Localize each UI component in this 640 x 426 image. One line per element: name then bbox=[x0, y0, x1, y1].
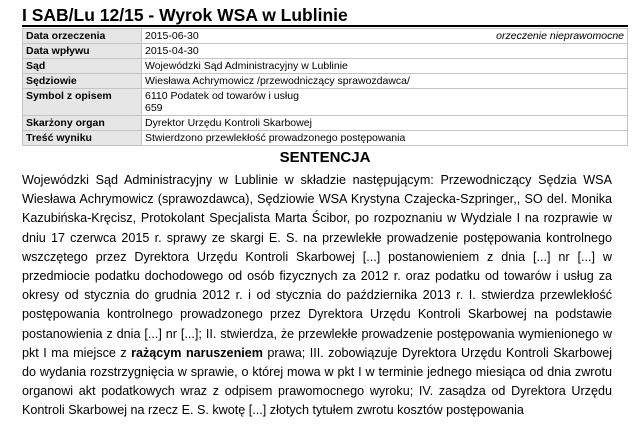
table-row bbox=[23, 89, 628, 116]
value-data-wplywu: 2015-04-30 bbox=[142, 44, 628, 59]
symbol-line-1: 6110 Podatek od towarów i usług bbox=[145, 90, 299, 102]
value-tresc-wyniku: Stwierdzono przewlekłość prowadzonego postępowania bbox=[142, 131, 628, 146]
table-row bbox=[23, 44, 628, 59]
table-row bbox=[23, 131, 628, 146]
label-sad: Sąd bbox=[23, 59, 142, 74]
status-text: orzeczenie nieprawomocne bbox=[496, 30, 624, 42]
label-data-wplywu: Data wpływu bbox=[23, 44, 142, 59]
value-skarzony-organ: Dyrektor Urzędu Kontroli Skarbowej bbox=[142, 116, 628, 131]
sentencja-emphasis: rażącym naruszeniem bbox=[131, 345, 263, 360]
table-row bbox=[23, 116, 628, 131]
document-title: I SAB/Lu 12/15 - Wyrok WSA w Lublinie bbox=[22, 0, 628, 27]
document-page bbox=[22, 0, 628, 421]
table-row bbox=[23, 59, 628, 74]
label-symbol: Symbol z opisem bbox=[23, 89, 142, 116]
label-sedziowie: Sędziowie bbox=[23, 74, 142, 89]
value-sedziowie: Wiesława Achrymowicz /przewodniczący sprawozdawca/ bbox=[142, 74, 628, 89]
label-data-orzeczenia: Data orzeczenia bbox=[23, 29, 142, 44]
value-data-orzeczenia bbox=[142, 29, 628, 44]
value-symbol bbox=[142, 89, 628, 116]
metadata-table bbox=[22, 28, 628, 146]
label-skarzony-organ: Skarżony organ bbox=[23, 116, 142, 131]
value-sad: Wojewódzki Sąd Administracyjny w Lublinie bbox=[142, 59, 628, 74]
sentencja-text bbox=[22, 171, 612, 421]
table-row bbox=[23, 29, 628, 44]
sentencja-part-2: prawa; III. zobowiązuje Dyrektora Urzędu Kontroli Skarbowej do wydania rozstrzygnięcia w sprawie, o której mowa w pkt I w terminie jednego miesiąca od dnia zwrotu organowi akt podatkowych wraz z odpisem prawomocnego wyroku; IV. zasądza od Dyrektora Urzędu Kontroli Skarbowej na rzecz E. S. kwotę [...] złotych tytułem zwrotu kosztów postępowania bbox=[22, 345, 612, 418]
section-heading: SENTENCJA bbox=[279, 149, 371, 166]
sentencja-part-1: Wojewódzki Sąd Administracyjny w Lublinie w składzie następującym: Przewodniczący Sędzia WSA Wiesława Achrymowicz (sprawozdawca), Sędziowie WSA Krystyna Czajecka-Szpringer,, SO del. Monika Kazubińska-Kręcisz, Protokolant Specjalista Marta Ścibor, po rozpoznaniu w Wydziale I na rozprawie w dniu 17 czerwca 2015 r. sprawy ze skargi E. S. na przewlekłe prowadzenie postępowania kontrolnego wszczętego przez Dyrektora Urzędu Kontroli Skarbowej [...] postanowieniem z dnia [...] nr [...] w przedmiocie podatku dochodowego od osób fizycznych za 2012 r. oraz podatku od towarów i usług za okresy od stycznia do grudnia 2012 r. i od stycznia do października 2013 r. I. stwierdza przewlekłość postępowania kontrolnego prowadzonego przez Dyrektora Urzędu Kontroli Skarbowej na podstawie postanowienia z dnia [...] nr [...]; II. stwierdza, że przewlekłe prowadzenie postępowania wymienionego w pkt I ma miejsce z bbox=[22, 173, 612, 360]
symbol-line-2: 659 bbox=[145, 102, 163, 114]
date-value: 2015-06-30 bbox=[145, 30, 199, 42]
label-tresc-wyniku: Treść wyniku bbox=[23, 131, 142, 146]
table-row bbox=[23, 74, 628, 89]
